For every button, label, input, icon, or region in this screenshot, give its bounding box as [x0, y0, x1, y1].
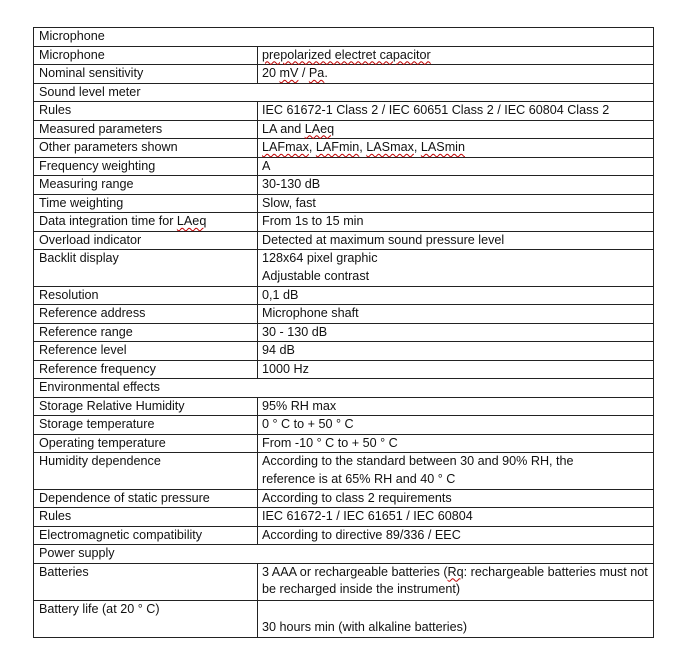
- spec-value: 94 dB: [258, 342, 654, 361]
- spec-row-reference-frequency: [34, 360, 654, 379]
- label-part: Data integration time for: [39, 214, 177, 228]
- spec-value: IEC 61672-1 Class 2 / IEC 60651 Class 2 / IEC 60804 Class 2: [258, 102, 654, 121]
- spec-value: [258, 453, 654, 490]
- spec-value: [258, 139, 654, 158]
- spec-label: Nominal sensitivity: [34, 65, 258, 84]
- spec-label: Storage temperature: [34, 416, 258, 435]
- spec-value: [258, 563, 654, 600]
- spec-value: 0 ° C to + 50 ° C: [258, 416, 654, 435]
- value-part: LA and: [262, 121, 305, 136]
- spec-label: Resolution: [34, 286, 258, 305]
- spec-label: Backlit display: [34, 250, 258, 287]
- spec-row-rules: [34, 102, 654, 121]
- spec-label: Storage Relative Humidity: [34, 397, 258, 416]
- value-part: Rq: [447, 564, 464, 579]
- spec-row-overload-indicator: [34, 231, 654, 250]
- spec-row-microphone: [34, 46, 654, 65]
- section-title-microphone: Microphone: [34, 28, 654, 47]
- value-part: .: [324, 66, 328, 80]
- value-part: LAeq: [304, 121, 335, 136]
- spec-value-cell: [258, 46, 654, 65]
- spec-value: From -10 ° C to + 50 ° C: [258, 434, 654, 453]
- spec-value: Microphone shaft: [258, 305, 654, 324]
- spec-label: Overload indicator: [34, 231, 258, 250]
- spec-row-rules-emc: [34, 508, 654, 527]
- value-part: 20: [262, 66, 280, 80]
- spec-row-measuring-range: [34, 176, 654, 195]
- spec-label: Time weighting: [34, 194, 258, 213]
- spec-row-other-parameters: [34, 139, 654, 158]
- section-title-sound-level-meter: Sound level meter: [34, 83, 654, 102]
- spec-value: 95% RH max: [258, 397, 654, 416]
- value-part: LAFmax: [262, 140, 309, 154]
- spec-row-backlit-display: [34, 250, 654, 287]
- spec-row-static-pressure: [34, 489, 654, 508]
- value-part: ,: [308, 140, 316, 154]
- spec-value: 1000 Hz: [258, 360, 654, 379]
- section-row-microphone: [34, 28, 654, 47]
- spec-row-battery-life: [34, 600, 654, 637]
- value-line: According to the standard between 30 and 90% RH, the: [262, 454, 574, 468]
- spec-row-reference-address: [34, 305, 654, 324]
- value-part: ,: [359, 140, 367, 154]
- spec-value: [258, 65, 654, 84]
- section-row-environmental-effects: [34, 379, 654, 398]
- spec-row-frequency-weighting: [34, 157, 654, 176]
- spec-value: A: [258, 157, 654, 176]
- spec-label: Reference level: [34, 342, 258, 361]
- spec-label: Battery life (at 20 ° C): [34, 600, 258, 637]
- spec-value-cell: [258, 600, 654, 637]
- spec-row-reference-range: [34, 323, 654, 342]
- spec-label: Measuring range: [34, 176, 258, 195]
- value-line: 128x64 pixel graphic: [262, 251, 378, 265]
- spec-value: According to class 2 requirements: [258, 489, 654, 508]
- spec-value: [258, 250, 654, 287]
- spec-value: IEC 61672-1 / IEC 61651 / IEC 60804: [258, 508, 654, 527]
- spec-row-nominal-sensitivity: [34, 65, 654, 84]
- value-line: reference is at 65% RH and 40 ° C: [262, 471, 456, 486]
- spec-row-batteries: [34, 563, 654, 600]
- section-row-power-supply: [34, 545, 654, 564]
- value-part: Pa: [308, 66, 325, 80]
- spec-value: According to directive 89/336 / EEC: [258, 526, 654, 545]
- section-title-power-supply: Power supply: [34, 545, 654, 564]
- spec-label: Rules: [34, 508, 258, 527]
- section-title-environmental-effects: Environmental effects: [34, 379, 654, 398]
- spec-value: 30 - 130 dB: [258, 323, 654, 342]
- spec-label: Measured parameters: [34, 120, 258, 139]
- specifications-table: [33, 27, 654, 638]
- spec-row-storage-humidity: [34, 397, 654, 416]
- spec-label: Operating temperature: [34, 434, 258, 453]
- value-part: mV: [279, 66, 299, 80]
- spec-row-time-weighting: [34, 194, 654, 213]
- spec-row-electromagnetic-compatibility: [34, 526, 654, 545]
- spec-row-measured-parameters: [34, 120, 654, 139]
- spec-label: Rules: [34, 102, 258, 121]
- spec-row-storage-temperature: [34, 416, 654, 435]
- spec-label: Frequency weighting: [34, 157, 258, 176]
- spec-label: Electromagnetic compatibility: [34, 526, 258, 545]
- spec-value: [258, 120, 654, 139]
- spec-value: prepolarized electret capacitor: [262, 47, 431, 62]
- spec-row-resolution: [34, 286, 654, 305]
- spec-label: Batteries: [34, 563, 258, 600]
- spec-label: Other parameters shown: [34, 139, 258, 158]
- spec-value: From 1s to 15 min: [258, 213, 654, 232]
- spec-value: 30 hours min (with alkaline batteries): [262, 619, 468, 634]
- spec-label: Reference range: [34, 323, 258, 342]
- spec-row-reference-level: [34, 342, 654, 361]
- spec-label: Microphone: [34, 46, 258, 65]
- value-part: LASmax: [366, 140, 414, 154]
- spec-row-humidity-dependence: [34, 453, 654, 490]
- value-part: LASmin: [420, 140, 465, 154]
- spec-label: [34, 213, 258, 232]
- value-part: /: [298, 66, 309, 80]
- value-part: LAFmin: [315, 140, 360, 154]
- spec-label: Reference frequency: [34, 360, 258, 379]
- spec-value: 30-130 dB: [258, 176, 654, 195]
- spec-label: Reference address: [34, 305, 258, 324]
- spec-value: Detected at maximum sound pressure level: [258, 231, 654, 250]
- value-part: 3 AAA or rechargeable batteries (: [262, 564, 448, 579]
- section-row-sound-level-meter: [34, 83, 654, 102]
- spec-label: Humidity dependence: [34, 453, 258, 490]
- spec-value: 0,1 dB: [258, 286, 654, 305]
- value-part: ,: [413, 140, 421, 154]
- spec-value: Slow, fast: [258, 194, 654, 213]
- spec-row-data-integration-time: [34, 213, 654, 232]
- label-part: LAeq: [176, 214, 207, 228]
- value-line: Adjustable contrast: [262, 268, 370, 283]
- spec-label: Dependence of static pressure: [34, 489, 258, 508]
- value-part: : rechargeable batteries must not be recharged inside the instrument): [262, 564, 648, 596]
- spec-row-operating-temperature: [34, 434, 654, 453]
